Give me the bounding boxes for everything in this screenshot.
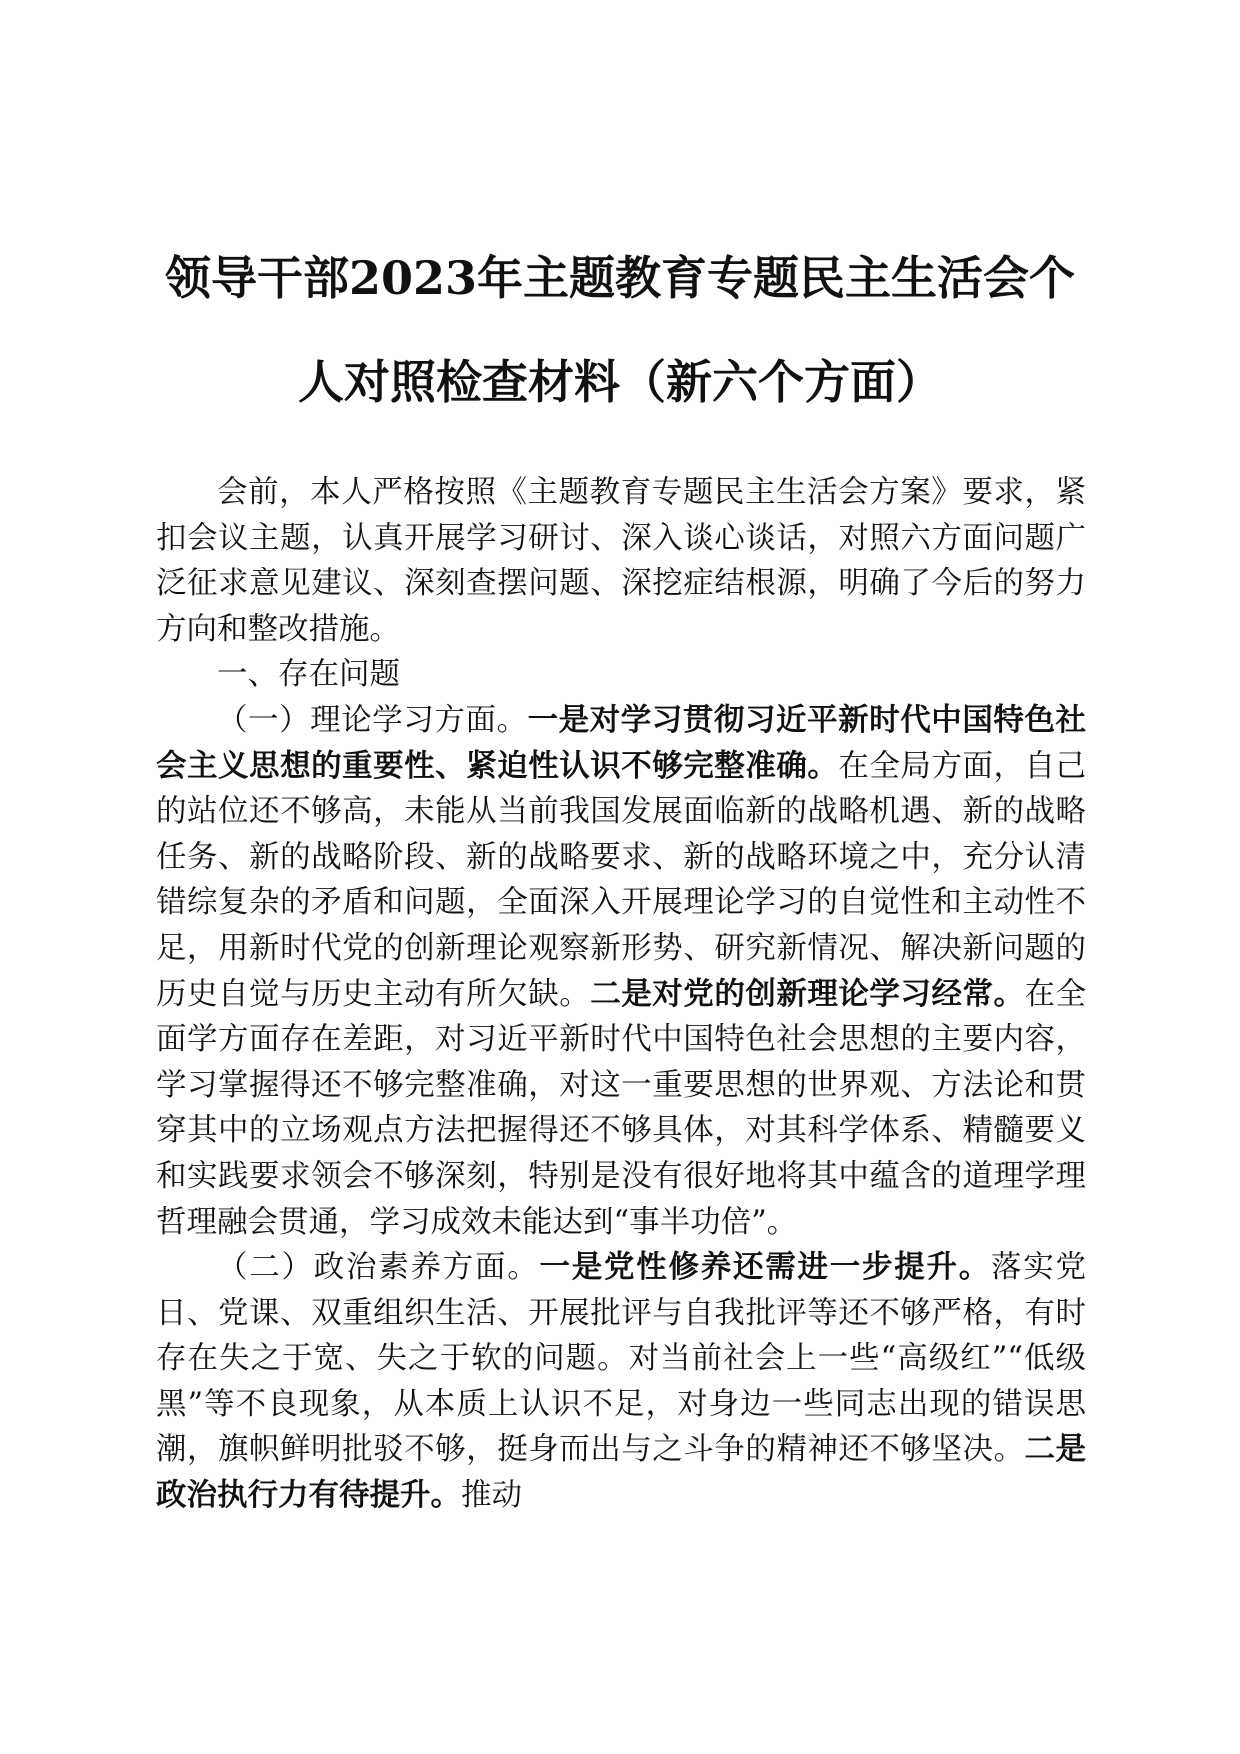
title-line-2: 人对照检查材料（新六个方面） — [298, 355, 942, 409]
paragraph-political-quality — [156, 1245, 1086, 1519]
paragraph-lead: （一）理论学习方面。 — [217, 702, 528, 738]
bold-point: 二是政治执行力有待提升。 — [156, 1431, 1087, 1514]
bold-point: 一是对学习贯彻习近平新时代中国特色社会主义思想的重要性、紧迫性认识不够完整准确。 — [156, 701, 1087, 784]
bold-point: 二是对党的创新理论学习经常。 — [590, 975, 1025, 1012]
title-line-1: 领导干部2023年主题教育专题民主生活会个 — [164, 251, 1076, 305]
paragraph-theory-study — [156, 698, 1086, 1245]
intro-paragraph: 会前，本人严格按照《主题教育专题民主生活会方案》要求，紧扣会议主题，认真开展学习研讨、深入谈心谈话，对照六方面问题广泛征求意见建议、深刻查摆问题、深挖症结根源，明确了今后的努力方向和整改措施。 — [156, 475, 1086, 647]
paragraph-text: 在全局方面，自己的站位还不够高，未能从当前我国发展面临新的战略机遇、新的战略任务、新的战略阶段、新的战略要求、新的战略环境之中，充分认清错综复杂的矛盾和问题，全面深入开展理论学习的自觉性和主动性不足，用新时代党的创新理论观察新形势、研究新情况、解决新问题的历史自觉与历史主动有所欠缺。 — [156, 748, 1087, 1012]
document-title — [100, 226, 1140, 434]
paragraph-text: 在全面学方面存在差距，对习近平新时代中国特色社会思想的主要内容，学习掌握得还不够完整准确，对这一重要思想的世界观、方法论和贯穿其中的立场观点方法把握得还不够具体，对其科学体系、精髓要义和实践要求领会不够深刻，特别是没有很好地将其中蕴含的道理学理哲理融会贯通，学习成效未能达到“事半功倍”。 — [156, 976, 1087, 1240]
paragraph-text: 推动 — [461, 1478, 522, 1514]
document-body — [156, 470, 1086, 1519]
bold-point: 一是党性修养还需进一步提升。 — [539, 1249, 991, 1286]
paragraph-lead: （二）政治素养方面。 — [217, 1250, 540, 1286]
paragraph-text: 落实党日、党课、双重组织生活、开展批评与自我批评等还不够严格，有时存在失之于宽、失之于软的问题。对当前社会上一些“高级红”“低级黑”等不良现象，从本质上认识不足，对身边一些同志出现的错误思潮，旗帜鲜明批驳不够，挺身而出与之斗争的精神还不够坚决。 — [156, 1250, 1086, 1468]
section-heading: 一、存在问题 — [217, 657, 400, 693]
